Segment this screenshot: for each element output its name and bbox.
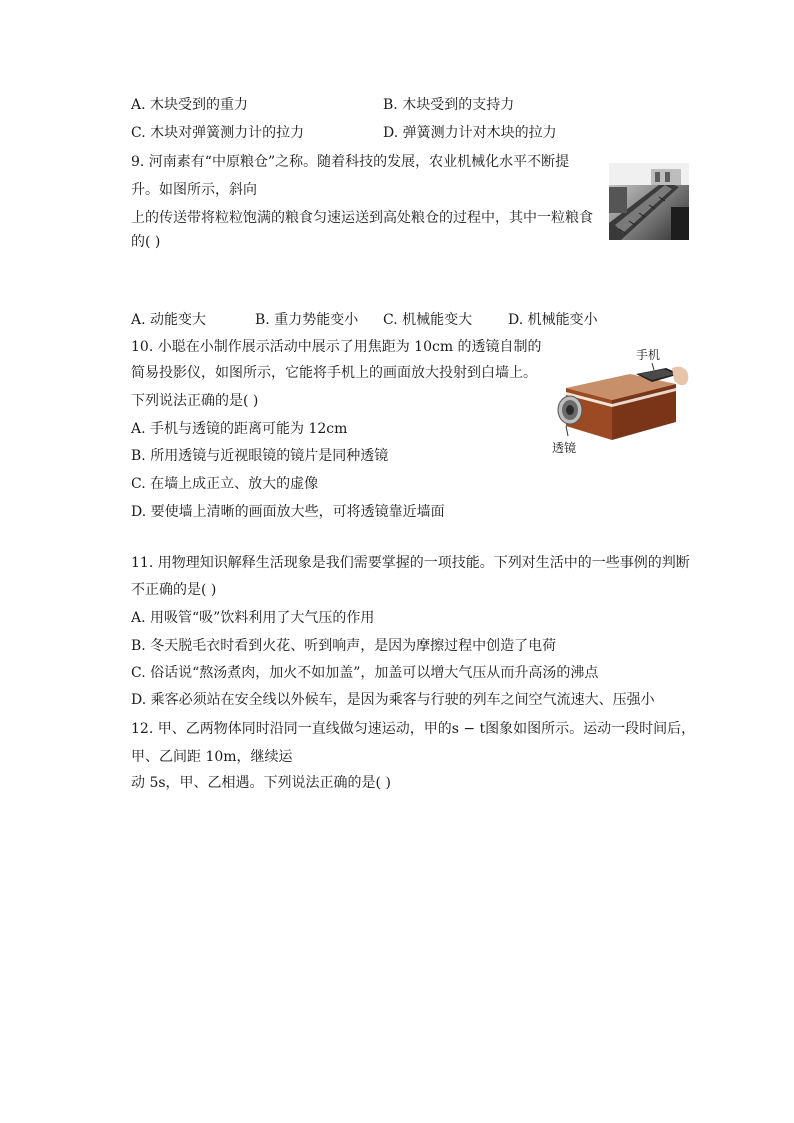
q12-stem-line-1: 12. 甲、乙两物体同时沿同一直线做匀速运动，甲的s − t图象如图所示。运动一段时间后， — [131, 721, 696, 737]
q12-stem-line-3: 动 5s，甲、乙相遇。下列说法正确的是( ) — [131, 775, 391, 791]
phone-label: 手机 — [636, 348, 661, 362]
q9-conveyor-photo — [609, 163, 689, 240]
q10-projector-figure — [548, 344, 694, 456]
q9-option-c: C. 机械能变大 — [383, 312, 473, 328]
q8-option-d: D. 弹簧测力计对木块的拉力 — [383, 125, 557, 141]
q9-stem-line-4: 的( ) — [131, 234, 161, 250]
q9-option-d: D. 机械能变小 — [508, 312, 598, 328]
q11-stem-line-1: 11. 用物理知识解释生活现象是我们需要掌握的一项技能。下列对生活中的一些事例的判断 — [131, 555, 690, 571]
q8-option-a: A. 木块受到的重力 — [131, 97, 249, 113]
q11-option-b: B. 冬天脱毛衣时看到火花、听到响声，是因为摩擦过程中创造了电荷 — [131, 638, 557, 654]
q8-option-b: B. 木块受到的支持力 — [383, 97, 515, 113]
q9-option-a: A. 动能变大 — [131, 312, 207, 328]
q8-option-c: C. 木块对弹簧测力计的拉力 — [131, 125, 305, 141]
q9-option-b: B. 重力势能变小 — [255, 312, 359, 328]
q10-stem-line-1: 10. 小聪在小制作展示活动中展示了用焦距为 10cm 的透镜自制的 — [131, 339, 542, 355]
q10-option-a: A. 手机与透镜的距离可能为 12cm — [131, 421, 348, 437]
q9-stem-line-3: 上的传送带将粒粒饱满的粮食匀速运送到高处粮仓的过程中，其中一粒粮食 — [131, 210, 593, 226]
q9-stem-line-2: 升。如图所示，斜向 — [131, 182, 257, 198]
q9-stem-line-1: 9. 河南素有“中原粮仓”之称。随着科技的发展，农业机械化水平不断提 — [131, 154, 570, 170]
q10-stem-line-2: 简易投影仪，如图所示，它能将手机上的画面放大投射到白墙上。 — [131, 365, 537, 381]
q12-stem-line-2: 甲、乙间距 10m，继续运 — [131, 749, 293, 765]
q11-option-c: C. 俗话说“熬汤煮肉，加火不如加盖”，加盖可以增大气压从而升高汤的沸点 — [131, 665, 599, 681]
lens-label: 透镜 — [552, 441, 577, 455]
q11-option-a: A. 用吸管“吸”饮料利用了大气压的作用 — [131, 610, 375, 626]
q11-stem-line-2: 不正确的是( ) — [131, 582, 217, 598]
q10-option-b: B. 所用透镜与近视眼镜的镜片是同种透镜 — [131, 448, 389, 464]
q10-stem-line-3: 下列说法正确的是( ) — [131, 393, 259, 409]
q11-option-d: D. 乘客必须站在安全线以外候车，是因为乘客与行驶的列车之间空气流速大、压强小 — [131, 692, 655, 708]
q10-option-c: C. 在墙上成正立、放大的虚像 — [131, 476, 319, 492]
q10-option-d: D. 要使墙上清晰的画面放大些，可将透镜靠近墙面 — [131, 504, 445, 520]
